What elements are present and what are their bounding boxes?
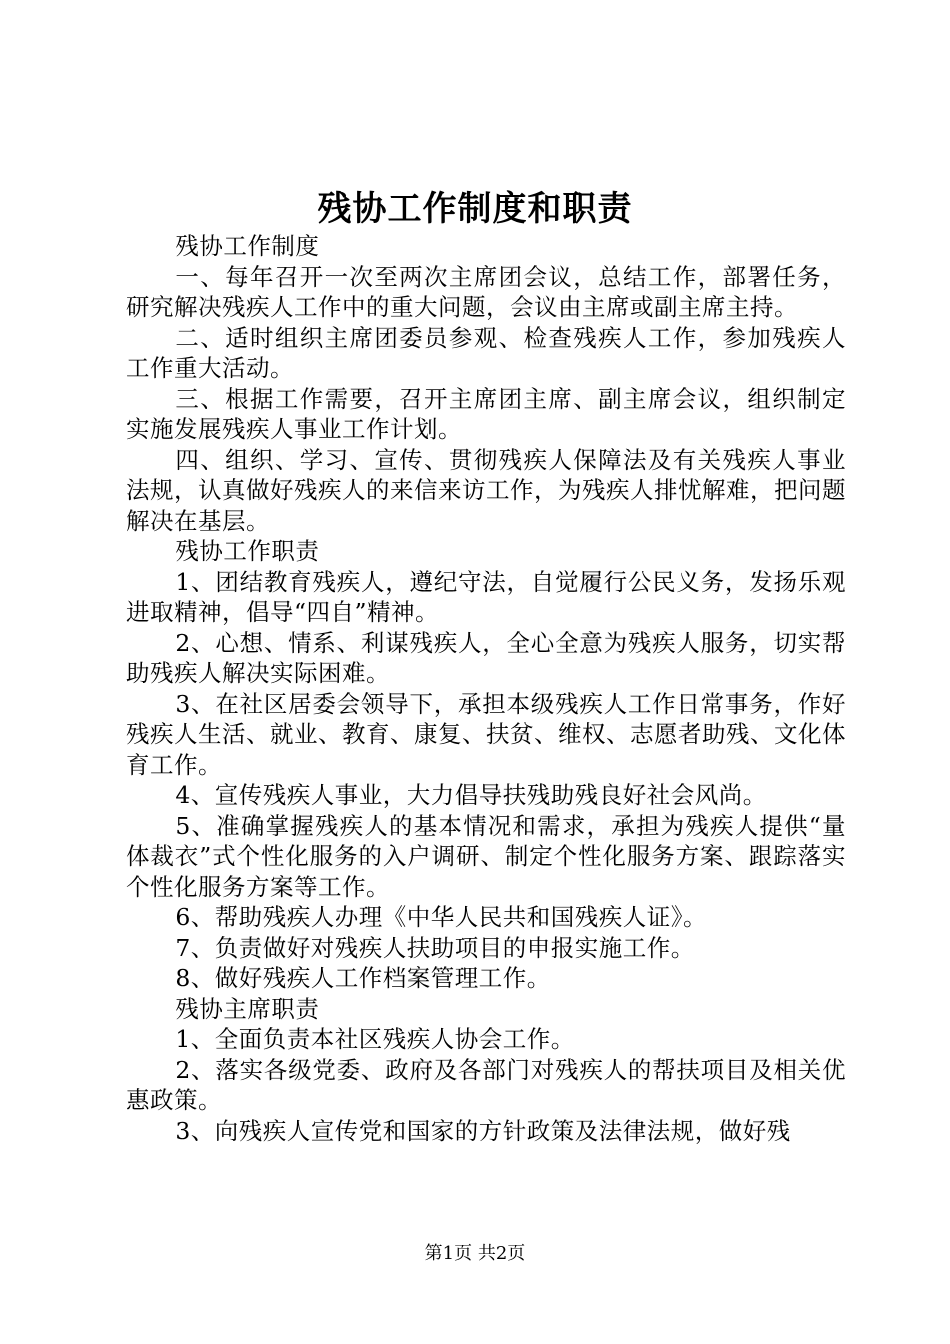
paragraph: 1、团结教育残疾人，遵纪守法，自觉履行公民义务，发扬乐观进取精神，倡导“四自”精神。 [126,567,846,626]
document-body [126,231,846,1146]
paragraph: 1、全面负责本社区残疾人协会工作。 [175,1025,575,1053]
section-heading: 残协工作职责 [175,537,320,565]
paragraph: 8、做好残疾人工作档案管理工作。 [175,964,551,992]
document-title: 残协工作制度和职责 [317,189,633,229]
paragraph: 一、每年召开一次至两次主席团会议，总结工作，部署任务，研究解决残疾人工作中的重大问题，会议由主席或副主席主持。 [126,262,846,321]
section-heading: 残协工作制度 [175,232,320,260]
paragraph: 2、落实各级党委、政府及各部门对残疾人的帮扶项目及相关优惠政策。 [126,1055,846,1114]
paragraph: 3、在社区居委会领导下，承担本级残疾人工作日常事务，作好残疾人生活、就业、教育、康复、扶贫、维权、志愿者助残、文化体育工作。 [126,689,846,779]
paragraph: 5、准确掌握残疾人的基本情况和需求，承担为残疾人提供“量体裁衣”式个性化服务的入户调研、制定个性化服务方案、跟踪落实个性化服务方案等工作。 [126,811,846,901]
paragraph: 三、根据工作需要，召开主席团主席、副主席会议，组织制定实施发展残疾人事业工作计划。 [126,384,846,443]
paragraph: 4、宣传残疾人事业，大力倡导扶残助残良好社会风尚。 [175,781,767,809]
paragraph: 3、向残疾人宣传党和国家的方针政策及法律法规，做好残 [175,1116,791,1145]
paragraph: 2、心想、情系、利谋残疾人，全心全意为残疾人服务，切实帮助残疾人解决实际困难。 [126,628,846,687]
page-footer: 第1页 共2页 [424,1243,526,1264]
paragraph: 四、组织、学习、宣传、贯彻残疾人保障法及有关残疾人事业法规，认真做好残疾人的来信来访工作，为残疾人排忧解难，把问题解决在基层。 [126,445,846,535]
paragraph: 6、帮助残疾人办理《中华人民共和国残疾人证》。 [175,903,708,931]
paragraph: 二、适时组织主席团委员参观、检查残疾人工作，参加残疾人工作重大活动。 [126,323,846,382]
paragraph: 7、负责做好对残疾人扶助项目的申报实施工作。 [175,933,695,962]
section-heading: 残协主席职责 [175,994,320,1023]
